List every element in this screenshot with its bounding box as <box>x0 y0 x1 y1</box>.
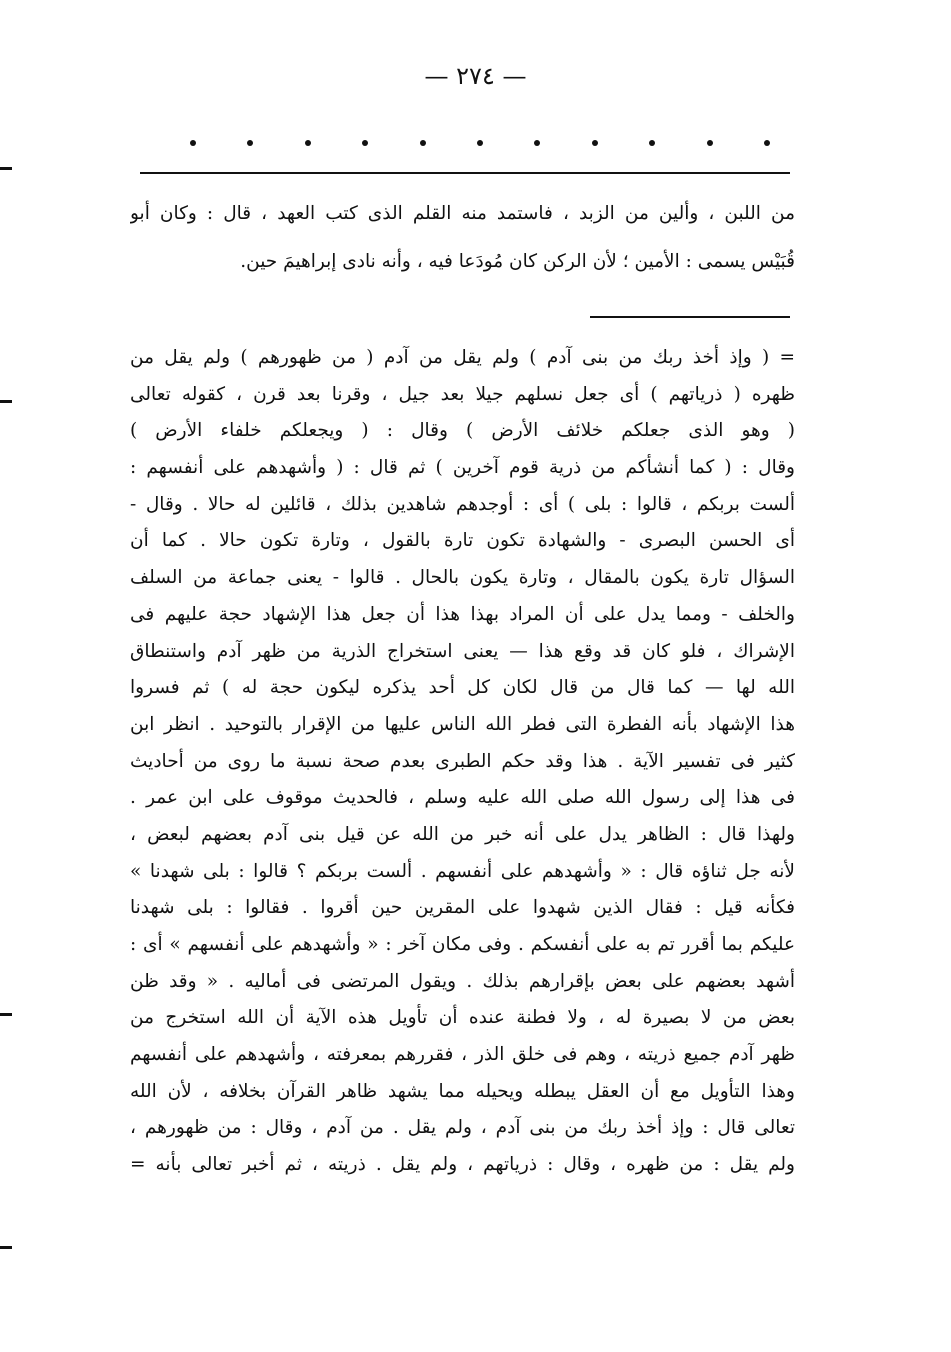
top-text-block <box>130 190 795 286</box>
dot-separator <box>190 140 770 146</box>
text-line: الله لها — كما قال من قال لكان كل أحد يذكره ليكون حجة له ) ثم فسروا <box>130 677 795 699</box>
text-line: بعض من لا بصيرة له ، ولا فطنة عنده أن تأويل هذه الآية أن الله استخرج من <box>130 1007 795 1029</box>
text-line: عليكم بما أقرر تم به على أنفسكم . وفى مكان آخر : « وأشهدهم على أنفسهم » أى : <box>130 934 795 955</box>
separator-dot <box>649 140 655 146</box>
separator-dot <box>477 140 483 146</box>
separator-dot <box>707 140 713 146</box>
text-line: = ( وإذ أخذ ربك من بنى آدم ) ولم يقل من آدم ( من ظهورهم ) ولم يقل من <box>130 347 795 368</box>
separator-dot <box>592 140 598 146</box>
scan-margin-mark <box>0 1013 12 1016</box>
separator-dot <box>247 140 253 146</box>
text-line: لأنه جل ثناؤه قال : « وأشهدهم على أنفسهم . ألست بربكم ؟ قالوا : بلى شهدنا » <box>130 860 795 882</box>
text-line: ظهره ( ذرياتهم ) أى جعل نسلهم جيلا بعد جيل ، وقرنا بعد قرن ، كقوله تعالى <box>130 383 795 405</box>
footnote-text-block <box>130 340 795 1184</box>
text-line: وقال : ( كما أنشأكم من ذرية قوم آخرين ) ثم قال : ( وأشهدهم على أنفسهم : <box>130 457 795 479</box>
separator-dot <box>420 140 426 146</box>
scan-margin-mark <box>0 400 12 403</box>
text-line: الإشراك ، فلو كان قد وقع هذا — يعنى استخراج الذرية من ظهر آدم واستنطاق <box>130 640 795 662</box>
separator-dot <box>362 140 368 146</box>
text-line: ولم يقل : من ظهره ، وقال : ذرياتهم ، ولم يقل . ذريته ، ثم أخبر تعالى بأنه = <box>130 1154 795 1176</box>
text-line: قُبَيْس يسمى : الأمين ؛ لأن الركن كان مُودَعا فيه ، وأنه نادى إبراهيمَ حين. <box>240 251 795 272</box>
text-line: كثير فى تفسير الآية . هذا وقد حكم الطبرى بعدم صحة نسبة ما روى من أحاديث <box>130 750 795 772</box>
separator-dot <box>534 140 540 146</box>
text-line: ( وهو الذى جعلكم خلائف الأرض ) وقال : ( ويجعلكم خلفاء الأرض ) <box>130 420 795 442</box>
text-line: أى الحسن البصرى - والشهادة تكون تارة بالقول ، وتارة تكون حالا . كما أن <box>130 530 795 552</box>
scan-margin-mark <box>0 167 12 170</box>
text-line: ظهر آدم جميع ذريته ، وهم فى خلق الذر ، فقررهم بمعرفته ، وأشهدهم على أنفسهم <box>130 1044 795 1066</box>
footnote-separator-rule <box>590 316 790 318</box>
separator-dot <box>190 140 196 146</box>
separator-dot <box>305 140 311 146</box>
page-number: — ٢٧٤ — <box>424 62 527 90</box>
text-line: فكأنه قيل : فقال الذين شهدوا على المقرين حين أقروا . فقالوا : بلى شهدنا <box>130 897 795 919</box>
text-line: السؤال تارة يكون بالمقال ، وتارة يكون بالحال . قالوا - يعنى جماعة من السلف <box>130 567 795 589</box>
top-rule <box>140 172 790 174</box>
text-line: من اللبن ، وألين من الزبد ، فاستمد منه القلم الذى كتب العهد ، قال : وكان أبو <box>130 203 795 224</box>
text-line: فى هذا إلى رسول الله صلى الله عليه وسلم ، فالحديث موقوف على ابن عمر . <box>130 787 795 809</box>
text-line: وهذا التأويل مع أن العقل يبطله ويحيله مما يشهد ظاهر القرآن بخلافه ، لأن الله <box>130 1080 795 1102</box>
text-line: هذا الإشهاد بأنه الفطرة التى فطر الله الناس عليها من الإقرار بالتوحيد . انظر ابن <box>130 713 795 735</box>
text-line: أشهد بعضهم على بعض بإقرارهم بذلك . ويقول المرتضى فى أماليه . « وقد ظن <box>130 970 795 992</box>
scan-margin-mark <box>0 1246 12 1249</box>
separator-dot <box>764 140 770 146</box>
text-line: ولهذا قال : الظاهر يدل على أنه خبر من الله عن قيل بنى آدم بعضهم لبعض ، <box>130 823 795 845</box>
text-line: تعالى قال : وإذ أخذ ربك من بنى آدم ، ولم يقل . من آدم ، وقال : من ظهورهم ، <box>130 1117 795 1139</box>
text-line: ألست بربكم ، قالوا : بلى ) أى : أوجدهم شاهدين بذلك ، قائلين له حالا . وقال - <box>130 493 795 515</box>
text-line: والخلف - ومما يدل على أن المراد بهذا هذا أن جعل هذا الإشهاد حجة عليهم فى <box>130 603 795 625</box>
